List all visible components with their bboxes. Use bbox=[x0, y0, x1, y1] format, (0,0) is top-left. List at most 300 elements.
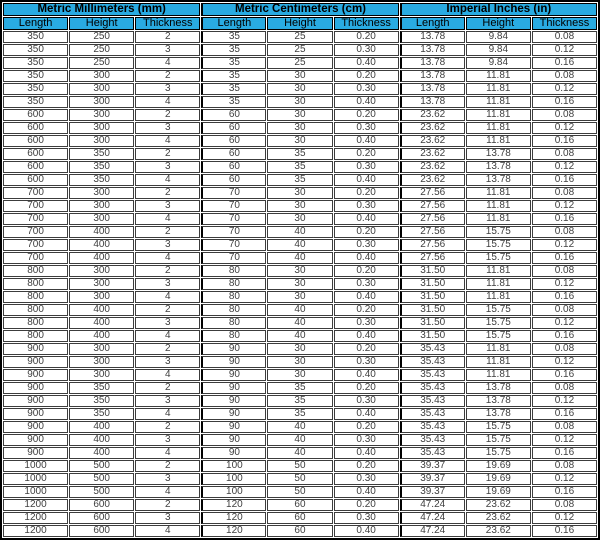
table-cell: 15.75 bbox=[466, 447, 531, 459]
table-cell: 40 bbox=[267, 317, 332, 329]
table-cell: 27.56 bbox=[400, 239, 465, 251]
table-cell: 11.81 bbox=[466, 187, 531, 199]
table-row bbox=[3, 499, 597, 511]
table-cell: 27.56 bbox=[400, 187, 465, 199]
table-cell: 11.81 bbox=[466, 343, 531, 355]
table-cell: 27.56 bbox=[400, 213, 465, 225]
table-cell: 400 bbox=[69, 239, 134, 251]
table-cell: 25 bbox=[267, 31, 332, 43]
table-cell: 40 bbox=[267, 226, 332, 238]
table-row bbox=[3, 226, 597, 238]
table-cell: 80 bbox=[201, 317, 266, 329]
table-cell: 0.12 bbox=[532, 473, 597, 485]
table-cell: 27.56 bbox=[400, 226, 465, 238]
table-row bbox=[3, 382, 597, 394]
table-cell: 11.81 bbox=[466, 200, 531, 212]
table-cell: 0.08 bbox=[532, 187, 597, 199]
table-cell: 0.08 bbox=[532, 265, 597, 277]
table-cell: 700 bbox=[3, 226, 68, 238]
table-cell: 120 bbox=[201, 512, 266, 524]
table-cell: 0.08 bbox=[532, 382, 597, 394]
table-cell: 13.78 bbox=[400, 70, 465, 82]
table-cell: 300 bbox=[69, 343, 134, 355]
table-cell: 300 bbox=[69, 135, 134, 147]
table-cell: 60 bbox=[201, 148, 266, 160]
table-cell: 90 bbox=[201, 395, 266, 407]
table-cell: 31.50 bbox=[400, 317, 465, 329]
table-cell: 90 bbox=[201, 382, 266, 394]
table-cell: 900 bbox=[3, 434, 68, 446]
table-cell: 600 bbox=[69, 512, 134, 524]
table-cell: 0.30 bbox=[334, 278, 399, 290]
table-cell: 15.75 bbox=[466, 304, 531, 316]
table-cell: 23.62 bbox=[466, 499, 531, 511]
table-cell: 120 bbox=[201, 499, 266, 511]
table-cell: 9.84 bbox=[466, 57, 531, 69]
table-cell: 1200 bbox=[3, 525, 68, 537]
table-cell: 90 bbox=[201, 421, 266, 433]
table-cell: 40 bbox=[267, 421, 332, 433]
table-cell: 0.08 bbox=[532, 304, 597, 316]
table-cell: 11.81 bbox=[466, 278, 531, 290]
table-cell: 60 bbox=[201, 109, 266, 121]
table-cell: 0.08 bbox=[532, 109, 597, 121]
table-cell: 300 bbox=[69, 291, 134, 303]
table-row bbox=[3, 239, 597, 251]
table-row bbox=[3, 96, 597, 108]
table-cell: 0.08 bbox=[532, 226, 597, 238]
table-cell: 25 bbox=[267, 57, 332, 69]
table-cell: 13.78 bbox=[466, 174, 531, 186]
table-header bbox=[3, 3, 597, 30]
table-row bbox=[3, 525, 597, 537]
table-cell: 0.30 bbox=[334, 317, 399, 329]
table-cell: 60 bbox=[267, 512, 332, 524]
table-cell: 0.20 bbox=[334, 226, 399, 238]
table-cell: 300 bbox=[69, 83, 134, 95]
table-cell: 11.81 bbox=[466, 135, 531, 147]
table-cell: 80 bbox=[201, 291, 266, 303]
table-cell: 800 bbox=[3, 330, 68, 342]
table-cell: 3 bbox=[135, 161, 200, 173]
table-cell: 11.81 bbox=[466, 265, 531, 277]
table-cell: 600 bbox=[3, 174, 68, 186]
table-cell: 700 bbox=[3, 200, 68, 212]
table-row bbox=[3, 252, 597, 264]
table-cell: 300 bbox=[69, 278, 134, 290]
table-cell: 13.78 bbox=[400, 96, 465, 108]
table-cell: 0.12 bbox=[532, 122, 597, 134]
table-cell: 0.40 bbox=[334, 369, 399, 381]
table-cell: 0.30 bbox=[334, 83, 399, 95]
table-cell: 4 bbox=[135, 174, 200, 186]
table-cell: 0.12 bbox=[532, 83, 597, 95]
table-cell: 70 bbox=[201, 252, 266, 264]
table-cell: 3 bbox=[135, 512, 200, 524]
table-cell: 15.75 bbox=[466, 330, 531, 342]
table-cell: 27.56 bbox=[400, 252, 465, 264]
table-cell: 0.12 bbox=[532, 512, 597, 524]
table-cell: 0.20 bbox=[334, 304, 399, 316]
table-cell: 400 bbox=[69, 317, 134, 329]
table-cell: 0.30 bbox=[334, 512, 399, 524]
table-row bbox=[3, 343, 597, 355]
table-cell: 2 bbox=[135, 187, 200, 199]
table-cell: 23.62 bbox=[400, 148, 465, 160]
column-header-length-section1: Length bbox=[201, 17, 266, 30]
table-cell: 3 bbox=[135, 44, 200, 56]
table-cell: 30 bbox=[267, 187, 332, 199]
table-cell: 0.12 bbox=[532, 317, 597, 329]
table-cell: 0.12 bbox=[532, 239, 597, 251]
table-row bbox=[3, 44, 597, 56]
table-cell: 400 bbox=[69, 330, 134, 342]
table-cell: 600 bbox=[3, 161, 68, 173]
table-cell: 0.12 bbox=[532, 200, 597, 212]
table-cell: 35.43 bbox=[400, 369, 465, 381]
table-cell: 35.43 bbox=[400, 395, 465, 407]
table-row bbox=[3, 278, 597, 290]
table-cell: 0.30 bbox=[334, 356, 399, 368]
table-cell: 0.16 bbox=[532, 330, 597, 342]
table-cell: 350 bbox=[69, 382, 134, 394]
table-cell: 400 bbox=[69, 304, 134, 316]
table-cell: 35 bbox=[267, 408, 332, 420]
table-cell: 35 bbox=[201, 83, 266, 95]
table-cell: 0.30 bbox=[334, 239, 399, 251]
table-cell: 600 bbox=[3, 148, 68, 160]
table-cell: 0.40 bbox=[334, 57, 399, 69]
table-cell: 350 bbox=[69, 161, 134, 173]
table-cell: 13.78 bbox=[466, 148, 531, 160]
table-cell: 350 bbox=[3, 44, 68, 56]
table-cell: 100 bbox=[201, 460, 266, 472]
table-cell: 1000 bbox=[3, 486, 68, 498]
table-row bbox=[3, 187, 597, 199]
table-cell: 500 bbox=[69, 473, 134, 485]
table-cell: 2 bbox=[135, 499, 200, 511]
table-cell: 4 bbox=[135, 369, 200, 381]
table-cell: 300 bbox=[69, 96, 134, 108]
table-cell: 0.16 bbox=[532, 486, 597, 498]
table-cell: 70 bbox=[201, 226, 266, 238]
table-cell: 900 bbox=[3, 408, 68, 420]
table-cell: 0.16 bbox=[532, 213, 597, 225]
table-cell: 0.40 bbox=[334, 96, 399, 108]
table-cell: 80 bbox=[201, 330, 266, 342]
table-row bbox=[3, 83, 597, 95]
table-cell: 2 bbox=[135, 343, 200, 355]
table-cell: 0.08 bbox=[532, 31, 597, 43]
table-cell: 15.75 bbox=[466, 434, 531, 446]
table-cell: 70 bbox=[201, 187, 266, 199]
column-header-length-section0: Length bbox=[3, 17, 68, 30]
table-cell: 9.84 bbox=[466, 44, 531, 56]
table-cell: 350 bbox=[3, 83, 68, 95]
table-cell: 3 bbox=[135, 122, 200, 134]
table-cell: 4 bbox=[135, 525, 200, 537]
table-cell: 0.40 bbox=[334, 330, 399, 342]
table-cell: 35 bbox=[267, 174, 332, 186]
table-cell: 31.50 bbox=[400, 265, 465, 277]
table-row bbox=[3, 122, 597, 134]
table-cell: 0.20 bbox=[334, 460, 399, 472]
table-cell: 4 bbox=[135, 486, 200, 498]
table-body bbox=[3, 31, 597, 537]
table-cell: 500 bbox=[69, 460, 134, 472]
table-cell: 50 bbox=[267, 460, 332, 472]
table-cell: 0.30 bbox=[334, 122, 399, 134]
table-cell: 0.20 bbox=[334, 187, 399, 199]
table-cell: 3 bbox=[135, 356, 200, 368]
table-cell: 23.62 bbox=[400, 161, 465, 173]
table-cell: 90 bbox=[201, 408, 266, 420]
table-cell: 100 bbox=[201, 486, 266, 498]
table-cell: 600 bbox=[69, 525, 134, 537]
table-cell: 35.43 bbox=[400, 421, 465, 433]
table-cell: 80 bbox=[201, 304, 266, 316]
table-cell: 70 bbox=[201, 239, 266, 251]
table-cell: 35 bbox=[201, 31, 266, 43]
table-cell: 3 bbox=[135, 200, 200, 212]
table-row bbox=[3, 317, 597, 329]
table-cell: 300 bbox=[69, 213, 134, 225]
table-cell: 11.81 bbox=[466, 96, 531, 108]
table-cell: 800 bbox=[3, 265, 68, 277]
table-cell: 15.75 bbox=[466, 421, 531, 433]
table-cell: 2 bbox=[135, 31, 200, 43]
table-cell: 350 bbox=[3, 70, 68, 82]
table-cell: 60 bbox=[201, 135, 266, 147]
column-header-thickness-section1: Thickness bbox=[334, 17, 399, 30]
table-row bbox=[3, 486, 597, 498]
table-cell: 0.20 bbox=[334, 382, 399, 394]
table-cell: 400 bbox=[69, 434, 134, 446]
table-cell: 11.81 bbox=[466, 213, 531, 225]
table-cell: 60 bbox=[267, 525, 332, 537]
table-cell: 11.81 bbox=[466, 122, 531, 134]
table-cell: 800 bbox=[3, 304, 68, 316]
table-row bbox=[3, 57, 597, 69]
table-cell: 35.43 bbox=[400, 447, 465, 459]
table-cell: 30 bbox=[267, 83, 332, 95]
table-cell: 0.12 bbox=[532, 161, 597, 173]
table-cell: 70 bbox=[201, 200, 266, 212]
table-cell: 0.30 bbox=[334, 44, 399, 56]
table-cell: 250 bbox=[69, 57, 134, 69]
table-cell: 30 bbox=[267, 200, 332, 212]
table-cell: 0.30 bbox=[334, 473, 399, 485]
table-cell: 0.16 bbox=[532, 174, 597, 186]
table-cell: 35.43 bbox=[400, 356, 465, 368]
table-cell: 100 bbox=[201, 473, 266, 485]
table-cell: 40 bbox=[267, 330, 332, 342]
table-cell: 500 bbox=[69, 486, 134, 498]
table-cell: 11.81 bbox=[466, 109, 531, 121]
table-cell: 30 bbox=[267, 278, 332, 290]
table-row bbox=[3, 460, 597, 472]
table-cell: 90 bbox=[201, 356, 266, 368]
table-row bbox=[3, 408, 597, 420]
table-row bbox=[3, 148, 597, 160]
table-cell: 0.08 bbox=[532, 148, 597, 160]
column-header-height-section1: Height bbox=[267, 17, 332, 30]
table-cell: 40 bbox=[267, 434, 332, 446]
table-cell: 39.37 bbox=[400, 473, 465, 485]
table-cell: 300 bbox=[69, 200, 134, 212]
table-cell: 0.40 bbox=[334, 174, 399, 186]
table-cell: 70 bbox=[201, 213, 266, 225]
table-row bbox=[3, 31, 597, 43]
table-cell: 31.50 bbox=[400, 291, 465, 303]
table-cell: 0.20 bbox=[334, 421, 399, 433]
table-cell: 700 bbox=[3, 252, 68, 264]
table-cell: 2 bbox=[135, 304, 200, 316]
table-row bbox=[3, 213, 597, 225]
table-row bbox=[3, 174, 597, 186]
column-header-thickness-section0: Thickness bbox=[135, 17, 200, 30]
section-header-imperial-inches: Imperial Inches (in) bbox=[400, 3, 597, 16]
table-cell: 35 bbox=[267, 161, 332, 173]
table-cell: 31.50 bbox=[400, 304, 465, 316]
column-header-height-section0: Height bbox=[69, 17, 134, 30]
table-cell: 39.37 bbox=[400, 486, 465, 498]
table-cell: 40 bbox=[267, 304, 332, 316]
table-cell: 50 bbox=[267, 486, 332, 498]
table-cell: 2 bbox=[135, 265, 200, 277]
table-cell: 80 bbox=[201, 265, 266, 277]
table-cell: 0.40 bbox=[334, 252, 399, 264]
table-cell: 700 bbox=[3, 239, 68, 251]
table-row bbox=[3, 265, 597, 277]
table-cell: 300 bbox=[69, 356, 134, 368]
table-cell: 11.81 bbox=[466, 83, 531, 95]
table-cell: 350 bbox=[69, 395, 134, 407]
table-cell: 900 bbox=[3, 382, 68, 394]
table-cell: 900 bbox=[3, 447, 68, 459]
table-cell: 35.43 bbox=[400, 408, 465, 420]
table-cell: 30 bbox=[267, 369, 332, 381]
table-cell: 0.16 bbox=[532, 135, 597, 147]
table-cell: 13.78 bbox=[466, 382, 531, 394]
table-cell: 13.78 bbox=[400, 31, 465, 43]
table-cell: 23.62 bbox=[466, 525, 531, 537]
table-cell: 39.37 bbox=[400, 460, 465, 472]
table-row bbox=[3, 434, 597, 446]
table-cell: 2 bbox=[135, 70, 200, 82]
column-header-height-section2: Height bbox=[466, 17, 531, 30]
table-cell: 0.20 bbox=[334, 148, 399, 160]
table-cell: 13.78 bbox=[466, 161, 531, 173]
table-cell: 15.75 bbox=[466, 226, 531, 238]
table-cell: 2 bbox=[135, 109, 200, 121]
table-cell: 0.40 bbox=[334, 525, 399, 537]
table-cell: 60 bbox=[201, 122, 266, 134]
table-cell: 0.40 bbox=[334, 486, 399, 498]
table-cell: 300 bbox=[69, 369, 134, 381]
table-cell: 23.62 bbox=[400, 174, 465, 186]
table-cell: 30 bbox=[267, 265, 332, 277]
table-cell: 300 bbox=[69, 70, 134, 82]
table-cell: 0.16 bbox=[532, 57, 597, 69]
section-header-row bbox=[3, 3, 597, 16]
table-row bbox=[3, 291, 597, 303]
table-cell: 350 bbox=[69, 408, 134, 420]
table-row bbox=[3, 135, 597, 147]
table-cell: 600 bbox=[69, 499, 134, 511]
table-cell: 60 bbox=[267, 499, 332, 511]
table-cell: 0.30 bbox=[334, 161, 399, 173]
table-cell: 300 bbox=[69, 122, 134, 134]
table-cell: 40 bbox=[267, 239, 332, 251]
table-cell: 4 bbox=[135, 330, 200, 342]
table-cell: 90 bbox=[201, 343, 266, 355]
table-cell: 350 bbox=[69, 148, 134, 160]
table-cell: 0.40 bbox=[334, 447, 399, 459]
table-cell: 0.12 bbox=[532, 278, 597, 290]
table-cell: 35 bbox=[267, 395, 332, 407]
table-cell: 80 bbox=[201, 278, 266, 290]
table-cell: 400 bbox=[69, 226, 134, 238]
table-row bbox=[3, 473, 597, 485]
table-cell: 2 bbox=[135, 226, 200, 238]
column-header-thickness-section2: Thickness bbox=[532, 17, 597, 30]
table-cell: 30 bbox=[267, 291, 332, 303]
table-cell: 13.78 bbox=[400, 57, 465, 69]
table-cell: 0.30 bbox=[334, 434, 399, 446]
table-cell: 900 bbox=[3, 343, 68, 355]
table-cell: 4 bbox=[135, 252, 200, 264]
table-cell: 0.16 bbox=[532, 408, 597, 420]
table-cell: 30 bbox=[267, 109, 332, 121]
table-cell: 60 bbox=[201, 161, 266, 173]
table-cell: 31.50 bbox=[400, 278, 465, 290]
table-cell: 40 bbox=[267, 252, 332, 264]
table-cell: 1000 bbox=[3, 460, 68, 472]
table-row bbox=[3, 447, 597, 459]
table-cell: 1200 bbox=[3, 499, 68, 511]
table-cell: 3 bbox=[135, 278, 200, 290]
table-cell: 0.20 bbox=[334, 109, 399, 121]
table-cell: 30 bbox=[267, 343, 332, 355]
table-cell: 0.40 bbox=[334, 213, 399, 225]
table-cell: 3 bbox=[135, 395, 200, 407]
table-cell: 23.62 bbox=[400, 122, 465, 134]
table-cell: 4 bbox=[135, 291, 200, 303]
table-cell: 900 bbox=[3, 395, 68, 407]
table-row bbox=[3, 395, 597, 407]
table-row bbox=[3, 70, 597, 82]
table-cell: 350 bbox=[3, 96, 68, 108]
table-cell: 0.40 bbox=[334, 408, 399, 420]
table-cell: 13.78 bbox=[400, 83, 465, 95]
table-cell: 4 bbox=[135, 408, 200, 420]
table-cell: 3 bbox=[135, 434, 200, 446]
table-cell: 30 bbox=[267, 122, 332, 134]
section-header-metric-centimeters: Metric Centimeters (cm) bbox=[201, 3, 398, 16]
table-cell: 0.12 bbox=[532, 395, 597, 407]
table-cell: 700 bbox=[3, 213, 68, 225]
table-cell: 23.62 bbox=[400, 135, 465, 147]
table-cell: 600 bbox=[3, 109, 68, 121]
table-cell: 13.78 bbox=[400, 44, 465, 56]
table-cell: 350 bbox=[3, 31, 68, 43]
table-row bbox=[3, 421, 597, 433]
table-cell: 15.75 bbox=[466, 239, 531, 251]
table-cell: 0.20 bbox=[334, 31, 399, 43]
table-cell: 600 bbox=[3, 135, 68, 147]
table-cell: 19.69 bbox=[466, 473, 531, 485]
